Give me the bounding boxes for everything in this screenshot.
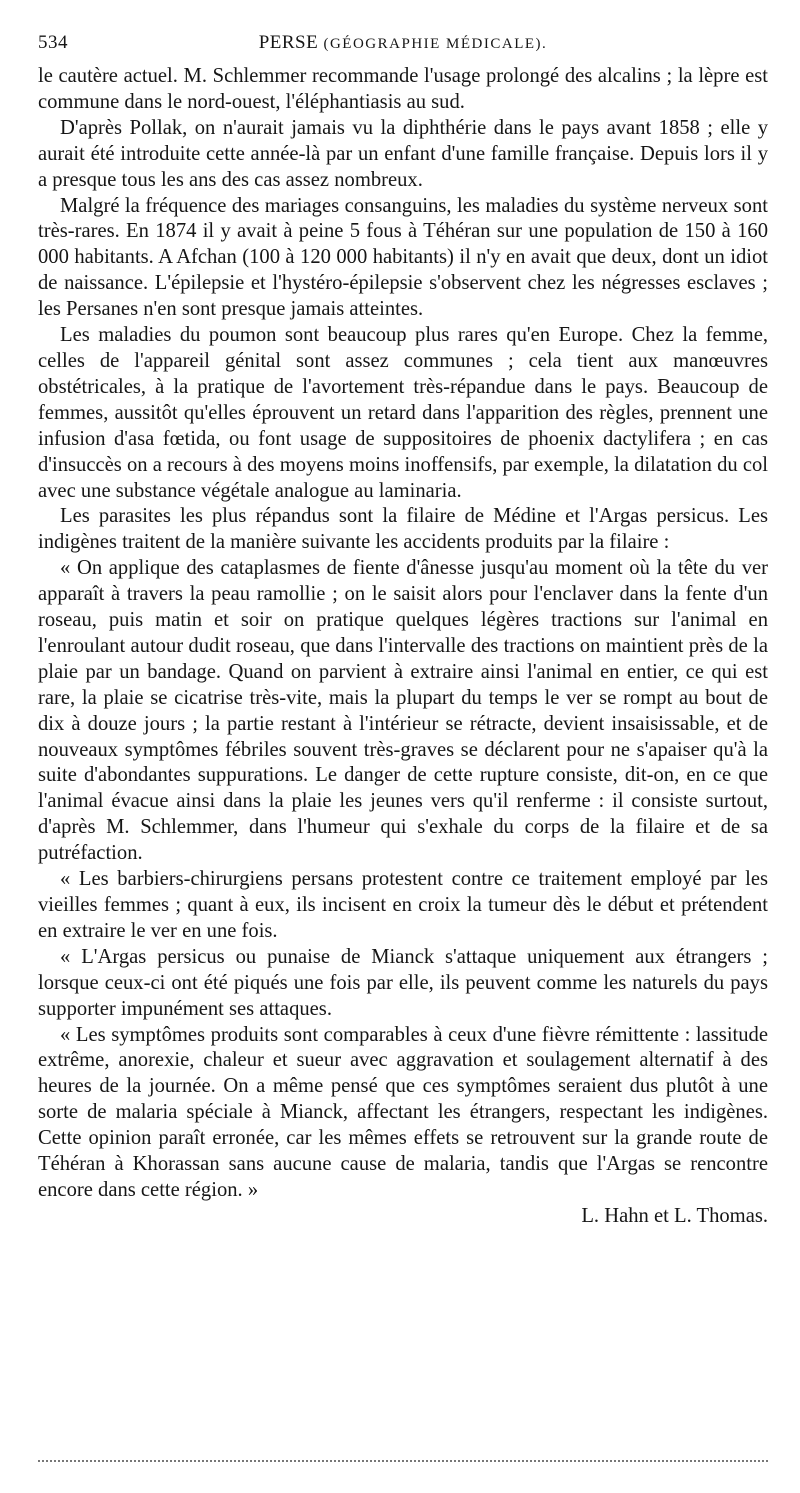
page-number: 534 (38, 32, 68, 53)
running-title (38, 30, 768, 58)
paragraph: Les maladies du poumon sont beaucoup plus rares qu'en Europe. Chez la femme, celles de l'appareil génital sont assez communes ; cela tient aux manœuvres obstétricales, à la pratique de l'avortement très-répandue dans le pays. Beaucoup de femmes, aussitôt qu'elles éprouvent un retard dans l'apparition des règles, prennent une infusion d'asa fœtida, ou font usage de suppositoires de phoenix dactylifera ; en cas d'insuccès on a recours à des moyens moins inoffensifs, par exemple, la dilatation du col avec une substance végétale analogue au laminaria. (38, 324, 768, 502)
paragraph-quote: « Les barbiers-chirurgiens persans protestent contre ce traitement employé par les vieilles femmes ; quant à eux, ils incisent en croix la tumeur dès le début et prétendent en extraire le ver en une fois. (38, 868, 768, 942)
running-header (38, 26, 768, 52)
paragraph: le cautère actuel. M. Schlemmer recommande l'usage prolongé des alcalins ; la lèpre est commune dans le nord-ouest, l'éléphantiasis au sud. (38, 65, 768, 113)
paragraph-quote: « L'Argas persicus ou punaise de Mianck s'attaque uniquement aux étrangers ; lorsque ceux-ci ont été piqués une fois par elle, ils peuvent comme les naturels du pays supporter impunément ses attaques. (38, 945, 768, 1020)
running-title-main: PERSE (258, 32, 319, 53)
body-text (38, 64, 768, 1230)
signature-conjunction: et (653, 1204, 669, 1227)
paragraph: Les parasites les plus répandus sont la filaire de Médine et l'Argas persicus. Les indigènes traitent de la manière suivante les accidents produits par la filaire : (38, 505, 768, 554)
signature (38, 1204, 768, 1230)
paragraph: Malgré la fréquence des mariages consanguins, les maladies du système nerveux sont très-rares. En 1874 il y avait à peine 5 fous à Téhéran sur une population de 150 à 160 000 habitants. A Afchan (100 à 120 000 habitants) il n'y en avait que deux, dont un idiot de naissance. L'épilepsie et l'hystéro-épilepsie s'observent chez les négresses esclaves ; les Persanes n'en sont presque jamais atteintes. (38, 194, 768, 321)
paragraph-quote: « Les symptômes produits sont comparables à ceux d'une fièvre rémittente : lassitude extrême, anorexie, chaleur et sueur avec aggravation et soulagement alternatif à des heures de la journée. On a même pensé que ces symptômes seraient dus plutôt à une sorte de malaria spéciale à Mianck, affectant les étrangers, respectant les indigènes. Cette opinion paraît erronée, car les mêmes effets se retrouvent sur la grande route de Téhéran à Khorassan sans aucune cause de malaria, tandis que l'Argas se rencontre encore dans cette région. » (38, 1023, 768, 1201)
running-title-sub: (GÉOGRAPHIE MÉDICALE). (323, 36, 548, 52)
page (38, 26, 768, 1230)
paragraph: D'après Pollak, on n'aurait jamais vu la diphthérie dans le pays avant 1858 ; elle y aurait été introduite cette année-là par un enfant d'une famille française. Depuis lors il y a presque tous les ans des cas assez nombreux. (38, 116, 768, 191)
signature-author-1: L. Hahn (581, 1204, 649, 1227)
paragraph-quote: « On applique des cataplasmes de fiente d'ânesse jusqu'au moment où la tête du ver apparaît à travers la peau ramollie ; on le saisit alors pour l'enclaver dans la fente d'un roseau, puis matin et soir on pratique quelques légères tractions sur l'animal en l'enroulant autour dudit roseau, que dans l'intervalle des tractions on maintient près de la plaie par un bandage. Quand on parvient à extraire ainsi l'animal en entier, ce qui est rare, la plaie se cicatrise très-vite, mais la plupart du temps le ver se rompt au bout de dix à douze jours ; la partie restant à l'intérieur se rétracte, devient insaisissable, et de nouveaux symptômes fébriles souvent très-graves se déclarent pour ne s'apaiser qu'à la suite d'abondantes suppurations. Le danger de cette rupture consiste, dit-on, en ce que l'animal évacue ainsi dans la plaie les jeunes vers qu'il renferme : il consiste surtout, d'après M. Schlemmer, dans l'humeur qui s'exhale du corps de la filaire et de sa putréfaction. (38, 557, 768, 865)
signature-author-2: L. Thomas. (674, 1204, 768, 1227)
footer-divider (38, 1460, 768, 1462)
